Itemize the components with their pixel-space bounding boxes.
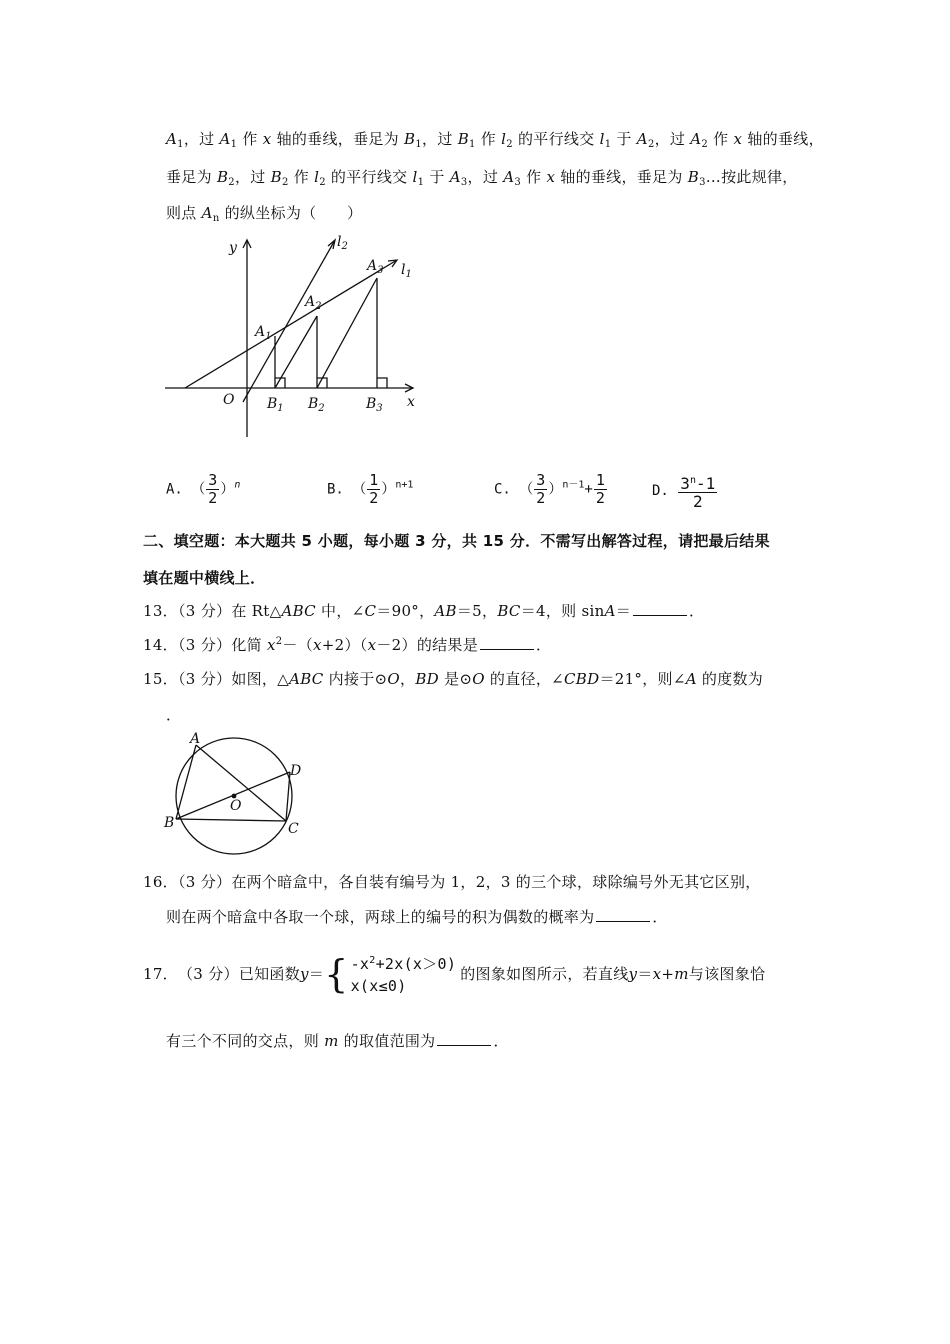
segment-AB (176, 745, 196, 819)
question-15: 15．（3 分）如图，△ABC 内接于⊙O，BD 是⊙O 的直径，∠CBD＝21°，则∠A 的度数为 (143, 670, 764, 688)
label-B3: $B_3$ (366, 396, 383, 414)
q13-answer-blank[interactable] (633, 603, 687, 616)
label-A2: $A_2$ (305, 294, 322, 312)
choice-d[interactable]: D. $\frac{3^n-1}{2}$ (652, 474, 716, 511)
q17-answer-blank[interactable] (437, 1033, 491, 1046)
question-14: 14．（3 分）化简 $x^2-(x+2)(x-2)$的结果是 ． (143, 636, 552, 654)
question-17: 17． （3 分） 已知函数 y ＝ { $-x^2+2x(x>0)$ x(x≤0) 的图象如图所示，若直线 y ＝ x + m 与该图象恰 (143, 951, 766, 996)
l2-arrow (328, 240, 335, 249)
choice-d-fraction: $\frac{3^n-1}{2}$ (680, 474, 716, 511)
choice-c[interactable]: C. （ $\frac{3}{2}$ ）$^{n-1}$+ $\frac{1}{2}$ (494, 471, 605, 507)
q14-answer-blank[interactable] (480, 637, 534, 650)
choice-c-fraction: $\frac{3}{2}$ (536, 471, 546, 507)
segment-B2A3 (317, 278, 377, 388)
label-origin: O (223, 392, 235, 408)
q12-text-line-1: $A_1$，过 $A_1$ 作 x 轴的垂线，垂足为 $B_1$，过 $B_1$ 作 $l_2$ 的平行线交 $l_1$ 于 $A_2$，过 $A_2$ 作 x 轴的垂线， (166, 130, 824, 150)
choice-c-fraction-2: $\frac{1}{2}$ (595, 471, 605, 507)
section-2-heading-line-2: 填在题中横线上． (143, 569, 266, 587)
piecewise-function: { $-x^2+2x(x>0)$ x(x≤0) (324, 951, 457, 996)
label-C: C (288, 821, 299, 837)
label-A3: $A_3$ (367, 258, 384, 276)
label-B2: $B_2$ (308, 396, 325, 414)
label-D: D (290, 763, 302, 779)
question-15-line-2: ． (166, 706, 182, 724)
label-x: x (407, 394, 415, 410)
q15-circle-figure (162, 730, 322, 860)
label-y: y (229, 240, 237, 256)
choice-b-fraction: $\frac{1}{2}$ (369, 471, 379, 507)
segment-BC (176, 819, 286, 821)
question-16: 16．（3 分）在两个暗盒中，各自装有编号为 1，2，3 的三个球，球除编号外无其它区别， (143, 873, 761, 891)
label-B: B (164, 815, 175, 831)
label-B1: $B_1$ (267, 396, 284, 414)
question-16-line-2: 则在两个暗盒中各取一个球，两球上的编号的积为偶数的概率为 ． (166, 908, 668, 926)
choice-a-fraction: $\frac{3}{2}$ (208, 471, 218, 507)
choice-a[interactable]: A. （ $\frac{3}{2}$ ）$^n$ (166, 471, 241, 507)
right-angle-B3 (377, 378, 387, 388)
label-A: A (190, 731, 201, 747)
label-A1: $A_1$ (255, 324, 272, 342)
l1-arrow (388, 260, 397, 267)
choice-b[interactable]: B. （ $\frac{1}{2}$ ）$^{n+1}$ (327, 471, 414, 507)
question-17-line-2: 有三个不同的交点，则 m 的取值范围为 ． (166, 1032, 509, 1050)
q12-coordinate-figure (165, 232, 425, 442)
label-l2: $l_2$ (337, 234, 348, 252)
q16-answer-blank[interactable] (596, 909, 650, 922)
label-O: O (230, 798, 242, 814)
q12-text-line-3: 则点 $A_n$ 的纵坐标为（ ） (166, 204, 363, 224)
segment-B1A2 (275, 316, 317, 388)
case-1: $-x^2+2x(x>0)$ (350, 955, 457, 973)
line-l1 (185, 260, 397, 388)
question-13: 13．（3 分）在 Rt△ABC 中，∠C＝90°，AB＝5，BC＝4，则 sinA＝ ． (143, 602, 705, 620)
label-l1: $l_1$ (401, 262, 412, 280)
case-2: x(x≤0) (350, 977, 407, 995)
q12-text-line-2: 垂足为 $B_2$，过 $B_2$ 作 $l_2$ 的平行线交 $l_1$ 于 $A_3$，过 $A_3$ 作 x 轴的垂线，垂足为 $B_3\dots$按此规律， (166, 168, 798, 188)
section-2-heading: 二、填空题：本大题共 5 小题，每小题 3 分，共 15 分．不需写出解答过程，请把最后结果 (143, 532, 770, 550)
